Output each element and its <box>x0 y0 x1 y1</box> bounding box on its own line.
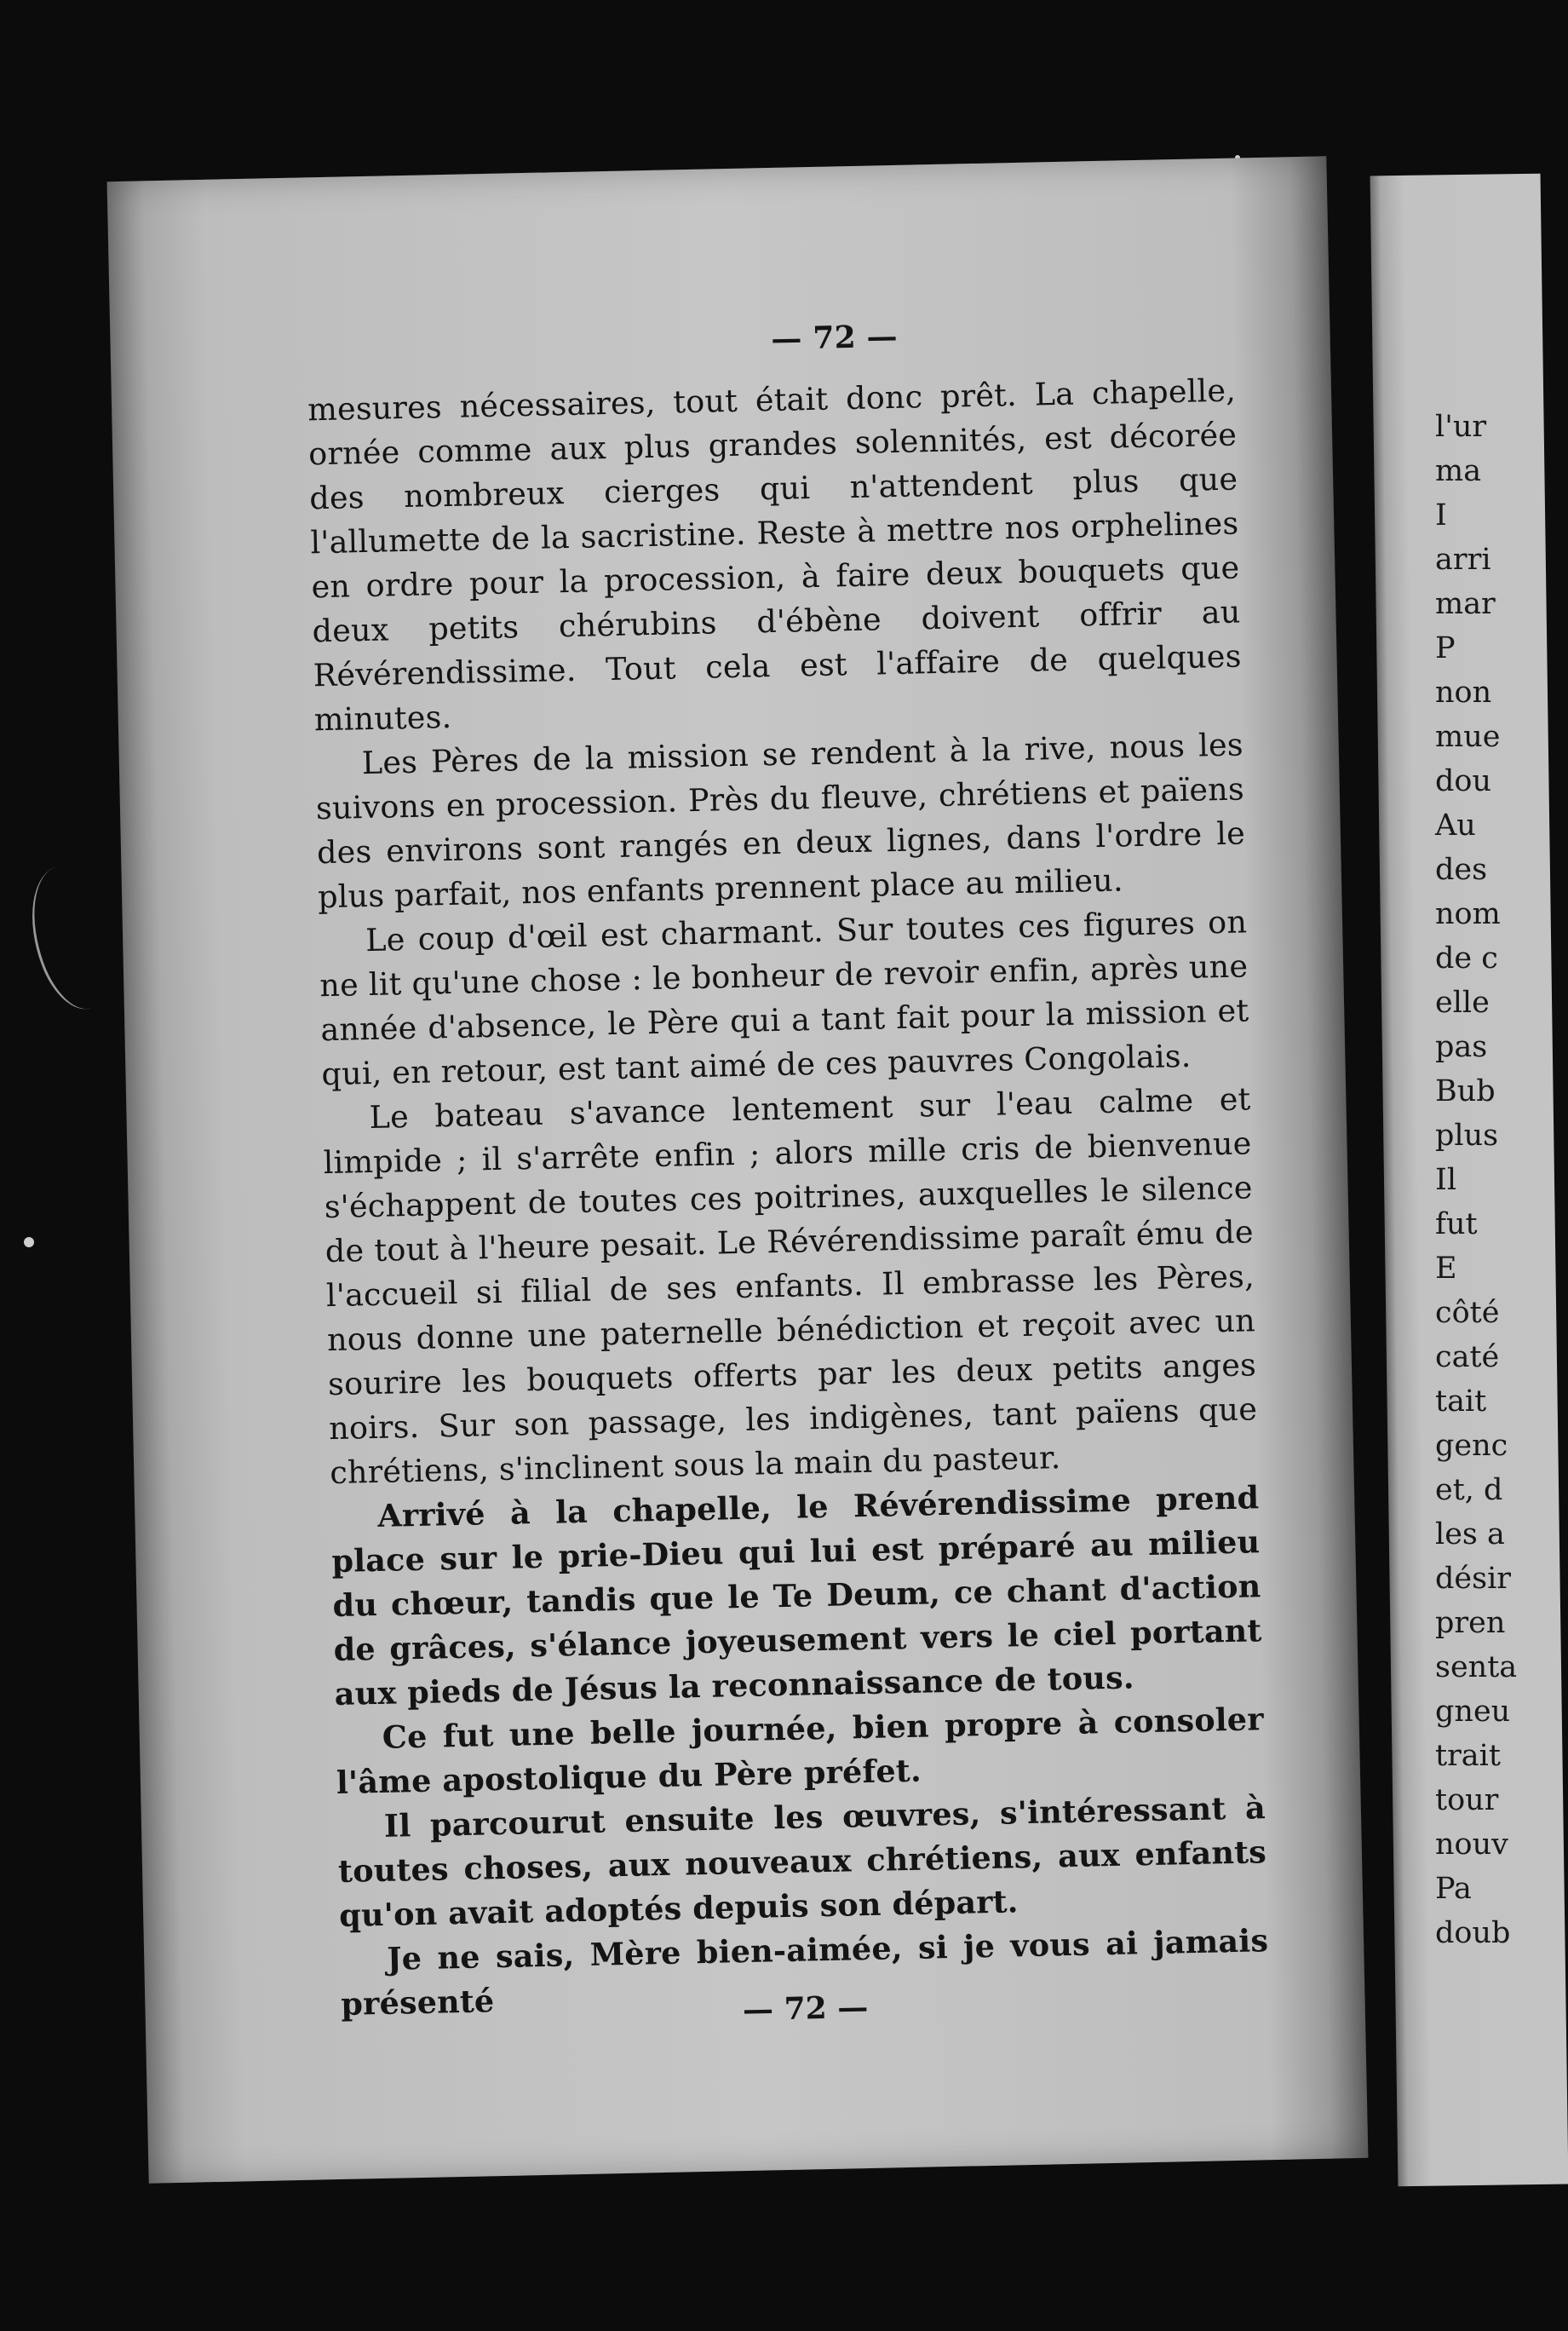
book-page <box>107 156 1369 2183</box>
facing-line-fragment: des <box>1435 853 1488 887</box>
facing-line-fragment: mue <box>1435 720 1501 754</box>
facing-line-fragment: arri <box>1435 543 1491 577</box>
facing-line-fragment: plus <box>1435 1119 1499 1153</box>
dust-speck <box>24 1237 34 1247</box>
facing-line-fragment: gneu <box>1435 1695 1511 1729</box>
facing-line-fragment: non <box>1435 676 1492 710</box>
facing-line-fragment: pas <box>1435 1030 1488 1064</box>
facing-line-fragment: caté <box>1435 1340 1500 1374</box>
facing-line-fragment: côté <box>1435 1296 1500 1330</box>
page-text-block <box>306 308 1270 2027</box>
paragraph: Je ne sais, Mère bien-aimée, si je vous ai jamais présenté <box>340 1922 1269 2023</box>
page-number: — 72 — <box>742 1989 869 2029</box>
paragraph: Le coup d'œil est charmant. Sur toutes ces figures on ne lit qu'une chose : le bonheur de revoir enfin, après une année d'absence, le Père qui a tant fait pour la mission et qui, en retour, est tant aimé de ces pauvres Congolais. <box>319 903 1249 1093</box>
facing-line-fragment: Bub <box>1435 1074 1496 1108</box>
facing-line-fragment: ma <box>1435 454 1482 488</box>
facing-line-fragment: désir <box>1435 1562 1512 1596</box>
facing-line-fragment: senta <box>1435 1650 1518 1684</box>
facing-line-fragment: l'ur <box>1435 410 1487 444</box>
facing-line-fragment: I <box>1435 498 1447 532</box>
paragraph: Le bateau s'avance lentement sur l'eau calme et limpide ; il s'arrête enfin ; alors mille cris de bienvenue s'échappent de toutes ces poitrines, auxquelles le silence de tout à l'heure pesait. Le Révérendissime paraît ému de l'accueil si filial de ses enfants. Il embrasse les Pères, nous donne une paternelle bénédiction et reçoit avec un sourire les bouquets offerts par les deux petits anges noirs. Sur son passage, les indigènes, tant païens que chrétiens, s'inclinent sous la main du pasteur. <box>323 1080 1258 1492</box>
facing-page-text <box>1435 405 1554 1955</box>
paragraph: Arrivé à la chapelle, le Révérendissime prend place sur le prie-Dieu qui lui est préparé au milieu du chœur, tandis que le Te Deum, ce chant d'action de grâces, s'élance joyeusement vers le ciel portant aux pieds de Jésus la reconnaissance de tous. <box>331 1479 1262 1713</box>
facing-line-fragment: mar <box>1435 587 1496 621</box>
facing-line-fragment: trait <box>1435 1739 1501 1773</box>
facing-line-fragment: genc <box>1435 1429 1508 1463</box>
facing-line-fragment: elle <box>1435 986 1490 1020</box>
facing-line-fragment: Au <box>1435 809 1476 843</box>
facing-line-fragment: tour <box>1435 1783 1499 1817</box>
facing-line-fragment: Pa <box>1435 1872 1472 1906</box>
facing-line-fragment: nouv <box>1435 1827 1508 1862</box>
paragraph: Les Pères de la mission se rendent à la rive, nous les suivons en procession. Près du fleuve, chrétiens et païens des environs sont rangés en deux lignes, dans l'ordre le plus parfait, nos enfants prennent place au milieu. <box>315 726 1246 916</box>
running-head: — 72 — <box>770 318 899 357</box>
facing-line-fragment: tait <box>1435 1384 1487 1419</box>
facing-line-fragment: doub <box>1435 1916 1511 1950</box>
paragraph: Il parcourut ensuite les œuvres, s'intéressant à toutes choses, aux nouveaux chrétiens, aux enfants qu'on avait adoptés depuis son départ. <box>337 1789 1267 1934</box>
facing-line-fragment: et, d <box>1435 1473 1503 1507</box>
paper-fiber <box>12 855 136 1019</box>
facing-line-fragment: nom <box>1435 897 1501 931</box>
facing-line-fragment: fut <box>1435 1207 1478 1241</box>
facing-line-fragment: E <box>1435 1252 1457 1286</box>
paragraph: mesures nécessaires, tout était donc prêt. La chapelle, ornée comme aux plus grandes solennités, est décorée des nombreux cierges qui n'attendent plus que l'allumette de la sacristine. Reste à mettre nos orphelines en ordre pour la procession, à faire deux bouquets que deux petits chérubins d'ébène doivent offrir au Révérendissime. Tout cela est l'affaire de quelques minutes. <box>307 371 1242 739</box>
facing-line-fragment: P <box>1435 631 1456 665</box>
facing-line-fragment: pren <box>1435 1606 1506 1640</box>
paragraphs <box>307 369 1270 2027</box>
facing-line-fragment: dou <box>1435 764 1492 798</box>
facing-line-fragment: les a <box>1435 1517 1505 1551</box>
paragraph: Ce fut une belle journée, bien propre à consoler l'âme apostolique du Père préfet. <box>336 1701 1265 1802</box>
facing-line-fragment: Il <box>1435 1163 1457 1197</box>
facing-line-fragment: de c <box>1435 941 1498 976</box>
